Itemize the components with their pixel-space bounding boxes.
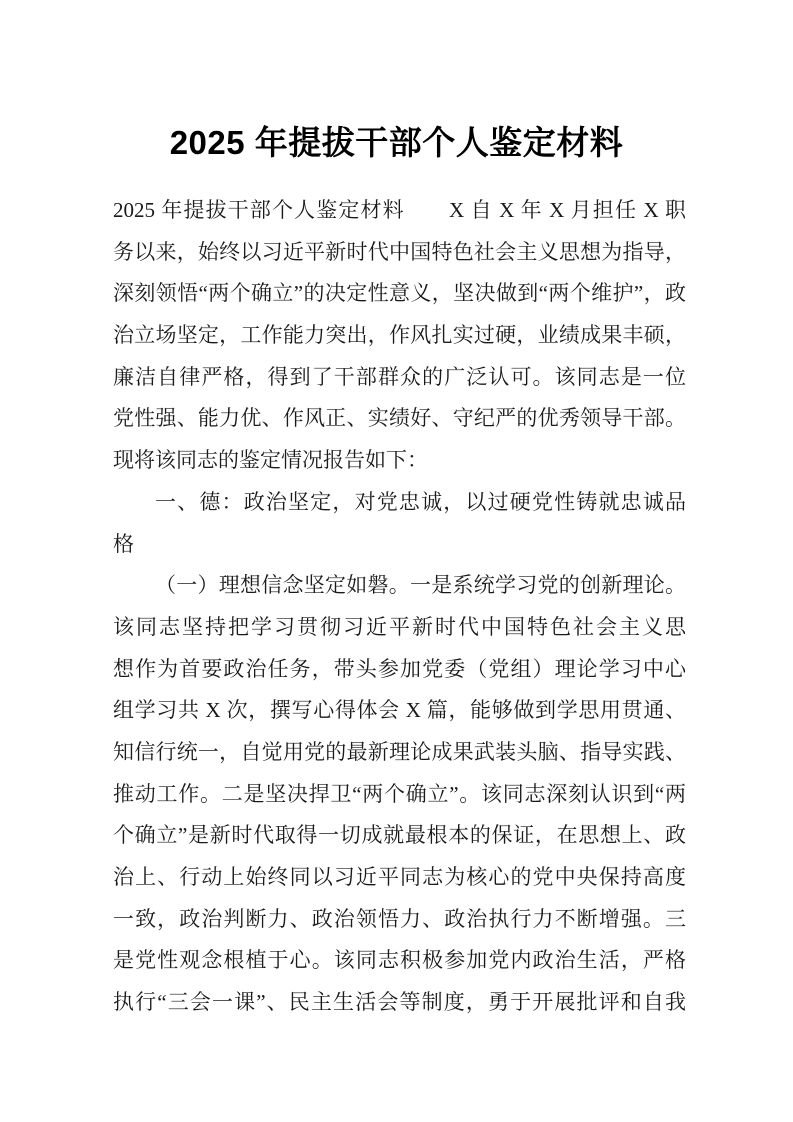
- text-line: 想作为首要政治任务，带头参加党委（党组）理论学习中心: [113, 656, 686, 681]
- text-line: 执行“三会一课”、民主生活会等制度，勇于开展批评和自我: [113, 990, 686, 1015]
- document-title: 2025 年提拔干部个人鉴定材料: [169, 124, 624, 161]
- text-line: 务以来，始终以习近平新时代中国特色社会主义思想为指导，: [113, 239, 686, 264]
- text-line: 现将该同志的鉴定情况报告如下：: [113, 448, 428, 473]
- text-line: 一、德：政治坚定，对党忠诚，以过硬党性铸就忠诚品: [155, 489, 686, 514]
- text-line: 格: [113, 531, 134, 556]
- text-line: 该同志坚持把学习贯彻习近平新时代中国特色社会主义思: [113, 614, 686, 639]
- text-line: 是党性观念根植于心。该同志积极参加党内政治生活，严格: [113, 948, 686, 973]
- text-line: （一）理想信念坚定如磐。一是系统学习党的创新理论。: [155, 573, 686, 598]
- text-line: 治上、行动上始终同以习近平同志为核心的党中央保持高度: [113, 865, 686, 889]
- document-body: [113, 190, 686, 1024]
- text-line: 2025 年提拔干部个人鉴定材料 X 自 X 年 X 月担任 X 职: [113, 198, 686, 222]
- text-line: 一致，政治判断力、政治领悟力、政治执行力不断增强。三: [113, 906, 686, 931]
- text-line: 推动工作。二是坚决捍卫“两个确立”。该同志深刻认识到“两: [113, 781, 686, 806]
- text-line: 个确立”是新时代取得一切成就最根本的保证，在思想上、政: [113, 823, 686, 848]
- text-line: 廉洁自律严格，得到了干部群众的广泛认可。该同志是一位: [113, 364, 686, 389]
- text-line: 党性强、能力优、作风正、实绩好、守纪严的优秀领导干部。: [113, 406, 686, 431]
- text-line: 组学习共 X 次，撰写心得体会 X 篇，能够做到学思用贯通、: [113, 698, 686, 723]
- text-line: 知信行统一，自觉用党的最新理论成果武装头脑、指导实践、: [113, 739, 686, 764]
- text-line: 深刻领悟“两个确立”的决定性意义，坚决做到“两个维护”，政: [113, 281, 686, 306]
- text-line: 治立场坚定，工作能力突出，作风扎实过硬，业绩成果丰硕，: [113, 323, 686, 348]
